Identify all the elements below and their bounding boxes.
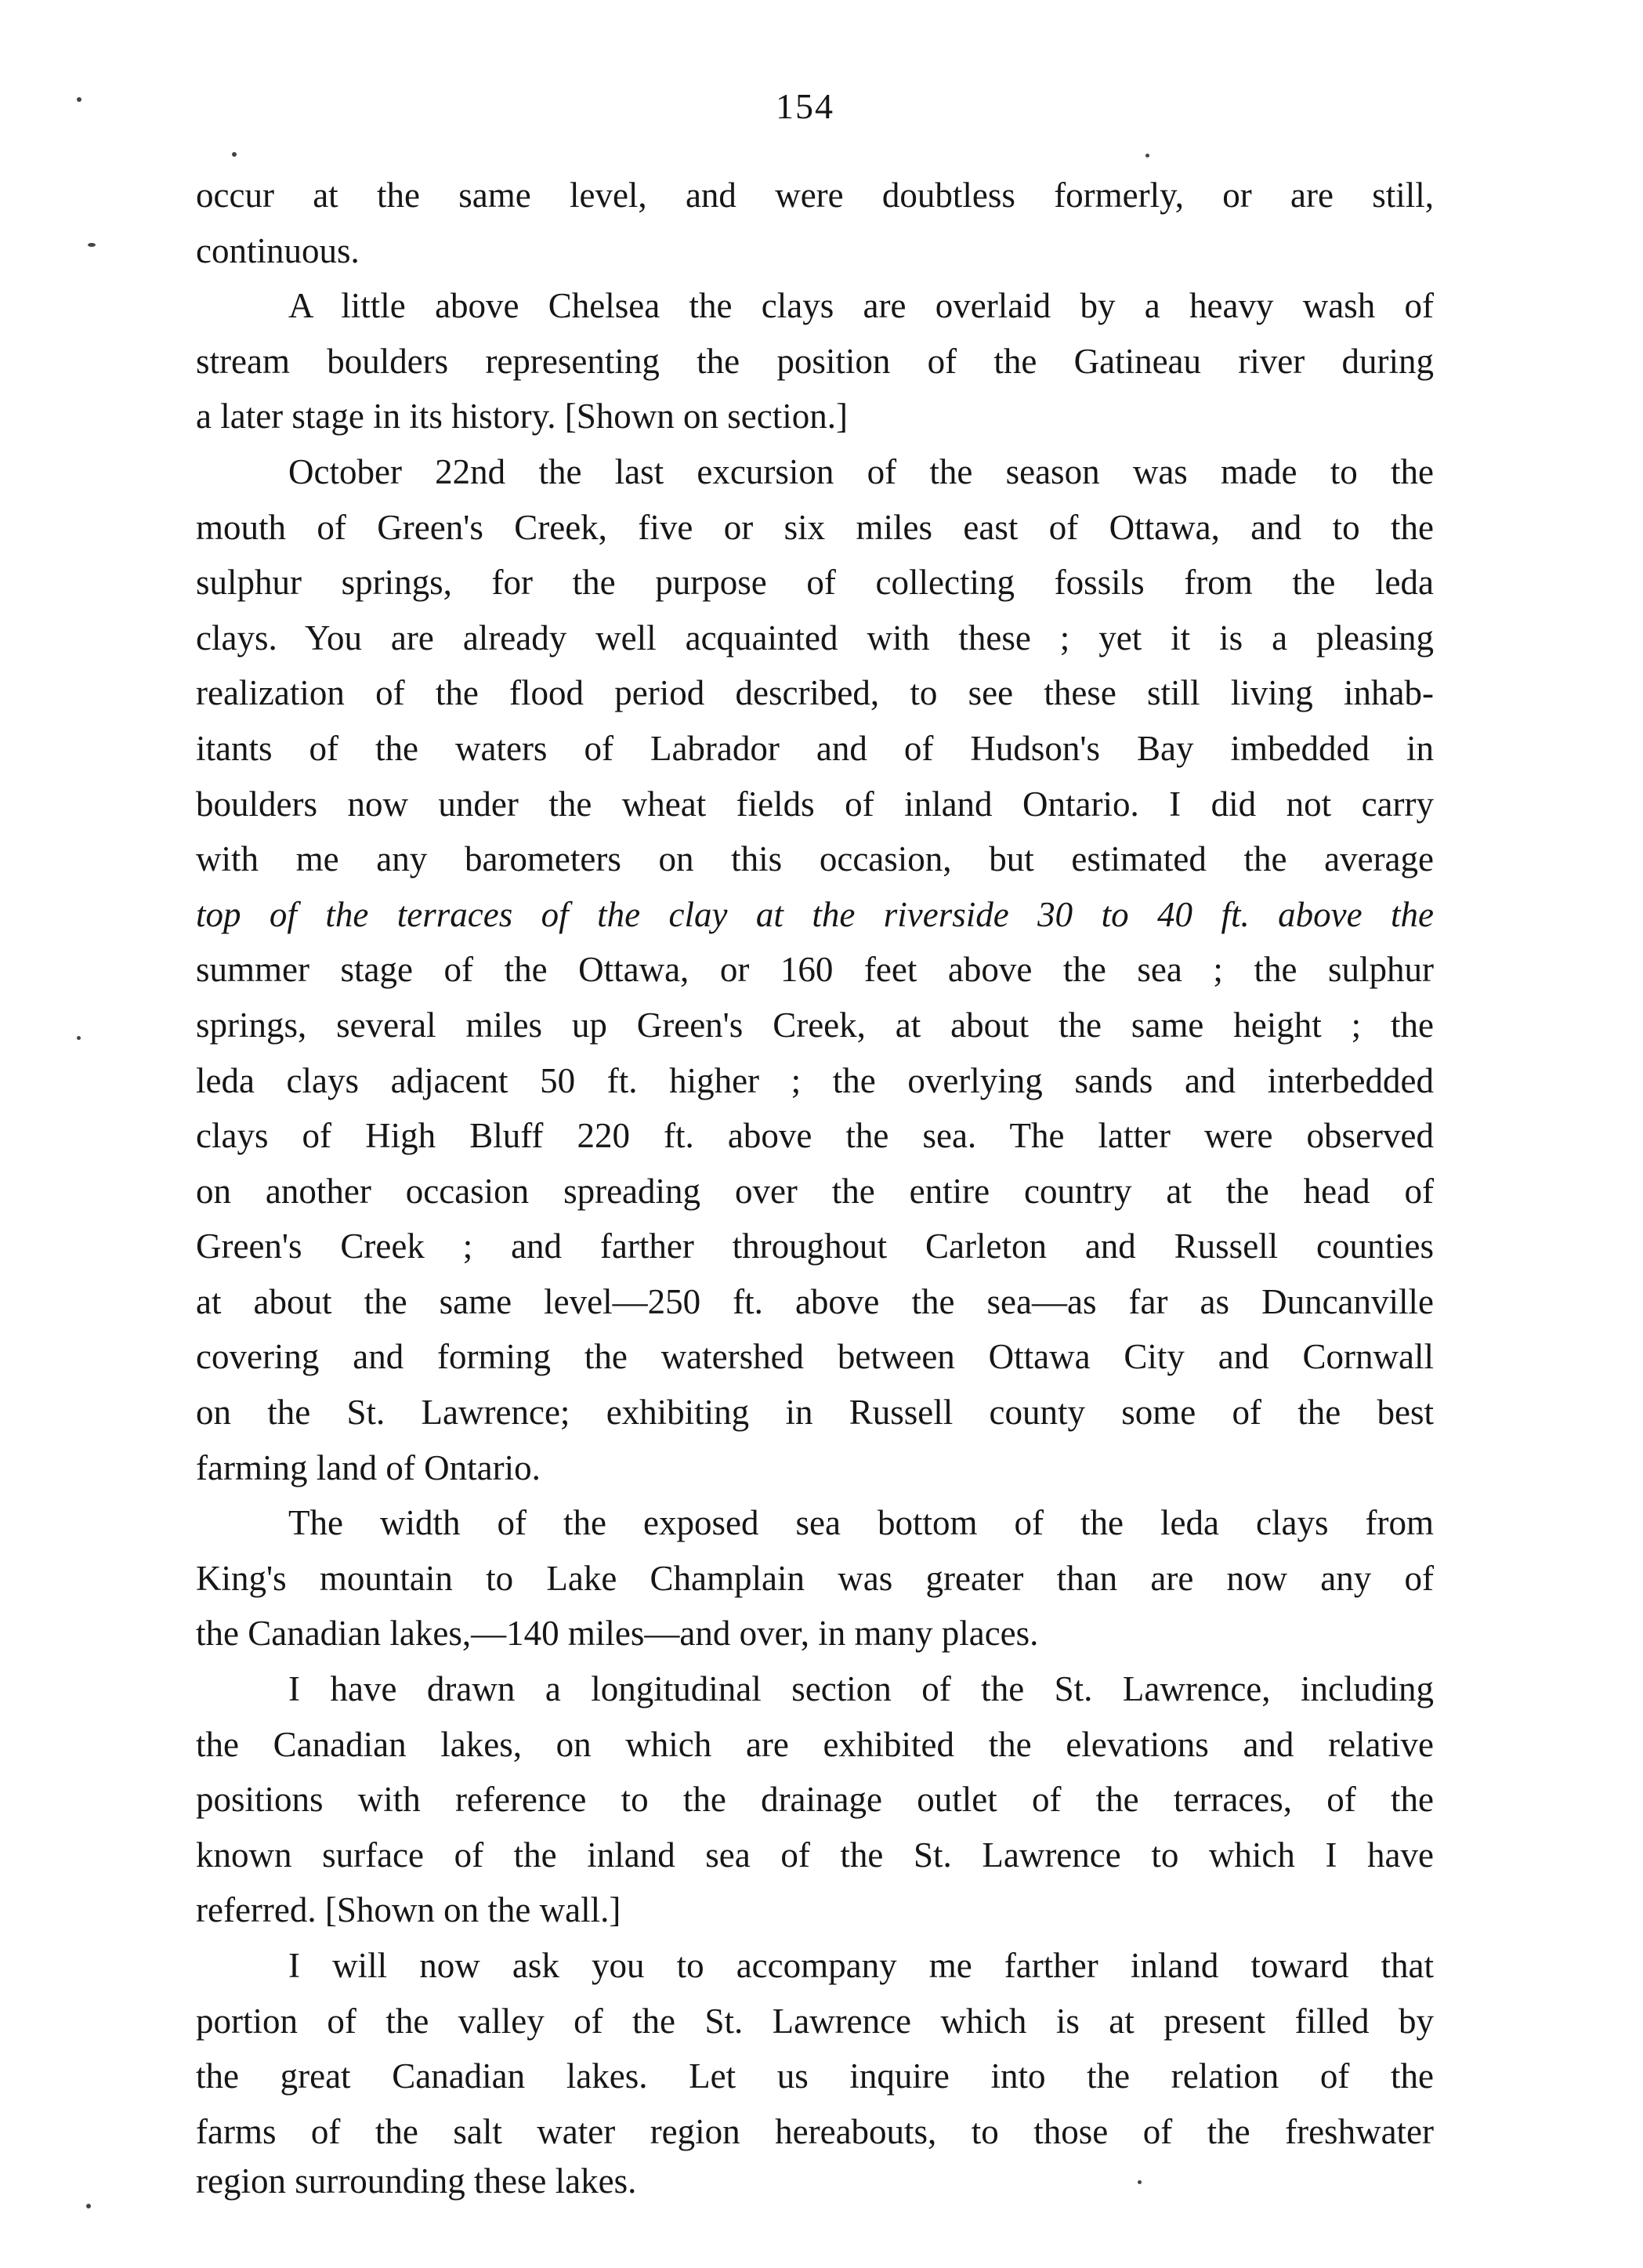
scan-speck	[1145, 154, 1149, 158]
text-line: itants of the waters of Labrador and of Hudson's Bay imbedded in	[196, 728, 1434, 768]
text-line: on the St. Lawrence; exhibiting in Russell county some of the best	[196, 1393, 1434, 1433]
scan-speck	[1138, 2180, 1142, 2184]
scan-speck	[86, 2204, 91, 2208]
text-line: clays of High Bluff 220 ft. above the sea. The latter were observed	[196, 1116, 1434, 1156]
text-line: I have drawn a longitudinal section of the St. Lawrence, including	[288, 1669, 1434, 1709]
text-line: The width of the exposed sea bottom of the leda clays from	[288, 1503, 1434, 1543]
text-line: known surface of the inland sea of the St. Lawrence to which I have	[196, 1835, 1434, 1875]
text-line: Green's Creek ; and farther throughout Carleton and Russell counties	[196, 1226, 1434, 1266]
text-line: sulphur springs, for the purpose of collecting fossils from the leda	[196, 563, 1434, 603]
page-number: 154	[776, 86, 834, 126]
text-line: boulders now under the wheat fields of inland Ontario. I did not carry	[196, 784, 1434, 824]
text-line: the Canadian lakes, on which are exhibited the elevations and relative	[196, 1724, 1434, 1764]
scan-speck	[77, 1036, 81, 1040]
text-line: covering and forming the watershed between Ottawa City and Cornwall	[196, 1337, 1434, 1377]
text-line: clays. You are already well acquainted with these ; yet it is a pleasing	[196, 618, 1434, 658]
text-line: realization of the flood period described, to see these still living inhab-	[196, 673, 1434, 713]
text-line: portion of the valley of the St. Lawrence which is at present filled by	[196, 2001, 1434, 2041]
text-line: positions with reference to the drainage outlet of the terraces, of the	[196, 1780, 1434, 1820]
text-line: continuous.	[196, 230, 360, 270]
text-line: King's mountain to Lake Champlain was greater than are now any of	[196, 1558, 1434, 1598]
text-line: springs, several miles up Green's Creek, at about the same height ; the	[196, 1005, 1434, 1045]
text-line: summer stage of the Ottawa, or 160 feet above the sea ; the sulphur	[196, 950, 1434, 990]
scan-speck	[88, 243, 96, 247]
text-line: top of the terraces of the clay at the riverside 30 to 40 ft. above the	[196, 894, 1434, 934]
body-text	[196, 168, 1434, 2203]
text-line: on another occasion spreading over the entire country at the head of	[196, 1171, 1434, 1211]
text-line: farms of the salt water region hereabouts, to those of the freshwater	[196, 2111, 1434, 2151]
text-line: referred. [Shown on the wall.]	[196, 1890, 621, 1930]
text-line: leda clays adjacent 50 ft. higher ; the overlying sands and interbedded	[196, 1060, 1434, 1100]
text-line: with me any barometers on this occasion, but estimated the average	[196, 839, 1434, 879]
text-line: a later stage in its history. [Shown on section.]	[196, 397, 848, 437]
text-line: A little above Chelsea the clays are overlaid by a heavy wash of	[288, 286, 1434, 326]
text-line: region surrounding these lakes.	[196, 2161, 637, 2201]
text-line: farming land of Ontario.	[196, 1447, 541, 1487]
text-line: at about the same level—250 ft. above the sea—as far as Duncanville	[196, 1281, 1434, 1321]
text-line: October 22nd the last excursion of the season was made to the	[288, 451, 1434, 491]
text-line: I will now ask you to accompany me farther inland toward that	[288, 1946, 1434, 1985]
text-line: the Canadian lakes,—140 miles—and over, in many places.	[196, 1614, 1039, 1654]
scan-speck	[77, 97, 81, 102]
text-line: occur at the same level, and were doubtless formerly, or are still,	[196, 176, 1434, 215]
text-line: mouth of Green's Creek, five or six miles east of Ottawa, and to the	[196, 507, 1434, 547]
scan-speck	[232, 152, 237, 157]
text-line: stream boulders representing the position of the Gatineau river during	[196, 341, 1434, 381]
text-line: the great Canadian lakes. Let us inquire into the relation of the	[196, 2056, 1434, 2096]
